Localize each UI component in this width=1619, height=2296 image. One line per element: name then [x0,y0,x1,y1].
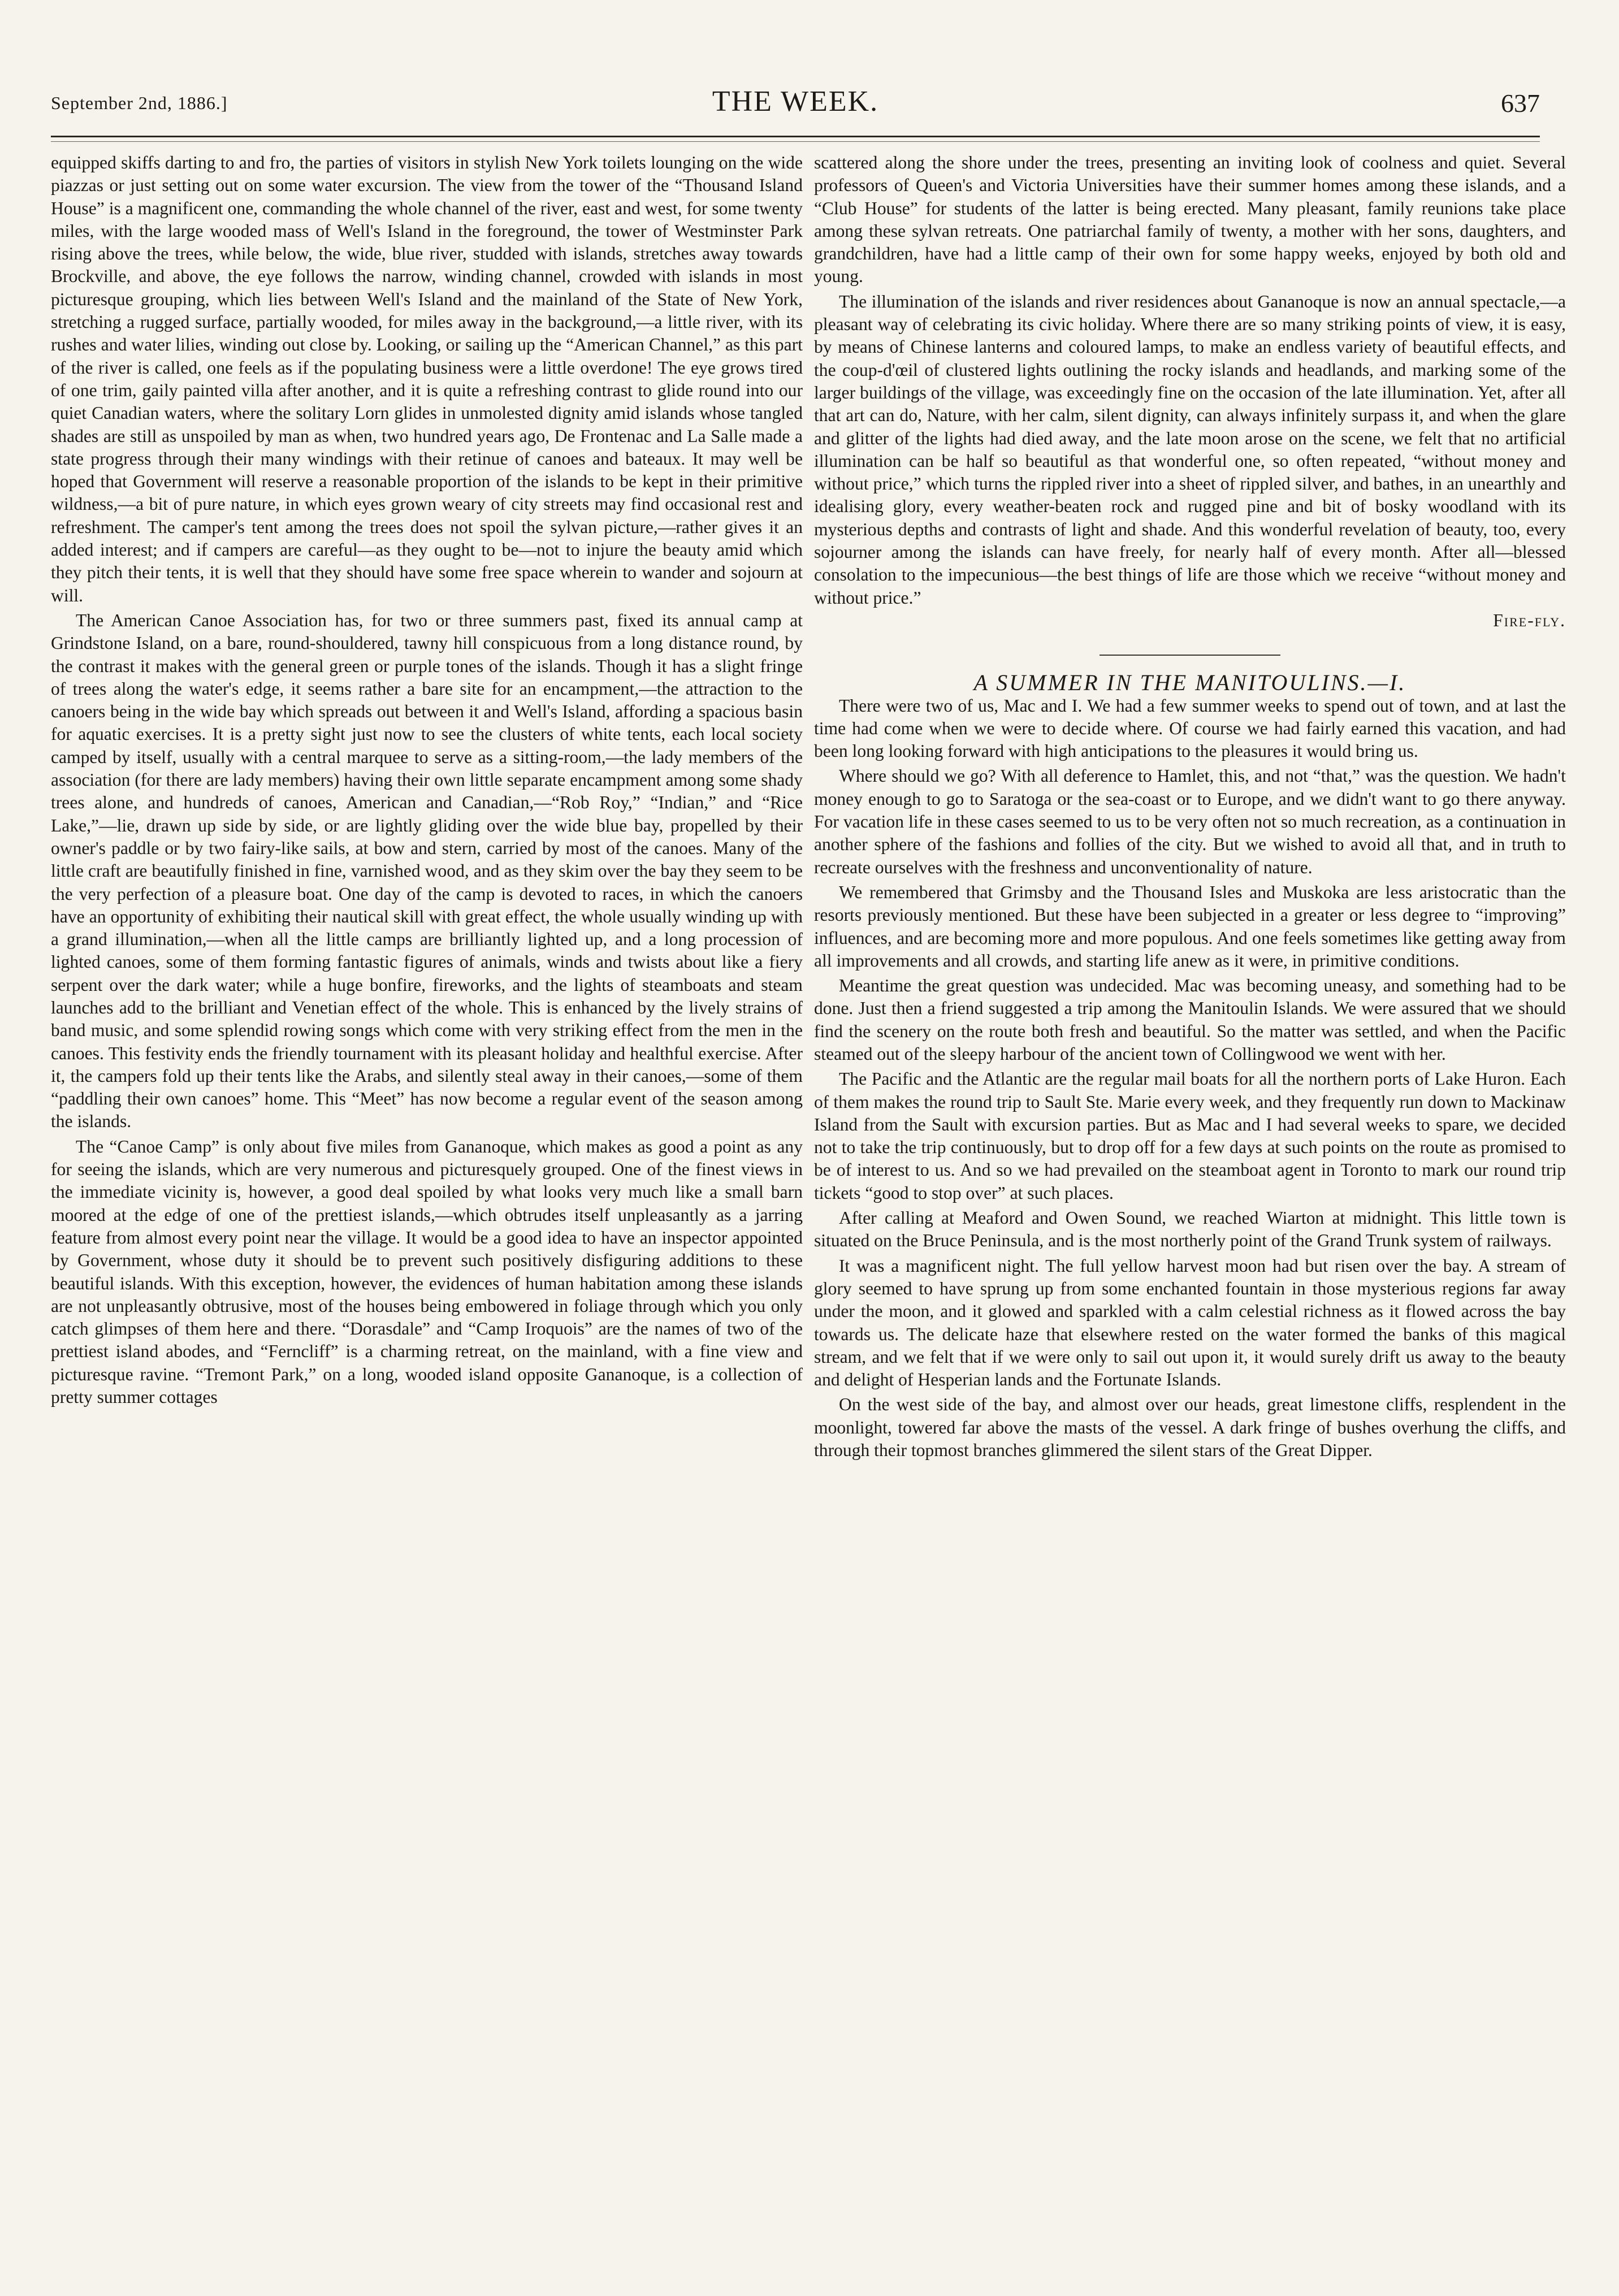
article-paragraph: It was a magnificent night. The full yellow harvest moon had but risen over the bay. A stream of glory seemed to have sprung up from some enchanted fountain in those mysterious regions far away under the moon, and it glowed and sparkled with a calm celestial richness as it flowed across the bay towards us. The delicate haze that elsewhere rested on the water formed the banks of this magical stream, and we felt that if we were only to sail out upon it, it would surely drift us away to the beauty and delight of Hesperian lands and the Fortunate Islands. [814,1255,1566,1390]
page-header [51,85,1540,130]
left-column [51,151,803,1409]
author-signature: Fire-fly. [1493,610,1566,630]
article-paragraph: We remembered that Grimsby and the Thousand Isles and Muskoka are less aristocratic than the resorts previously mentioned. But these have been subjected in a greater or less degree to “improving” influences, and are becoming more and more populous. And one feels sometimes like getting away from all improvements and all crowds, and starting life anew as it were, in primitive conditions. [814,882,1566,971]
issue-date: September 2nd, 1886.] [51,93,228,113]
section-title: A SUMMER IN THE MANITOULINS.—I. [973,670,1406,696]
article-paragraph: The “Canoe Camp” is only about five miles from Gananoque, which makes as good a point as any for seeing the islands, which are very numerous and picturesquely grouped. One of the finest views in the immediate vicinity is, however, a good deal spoiled by what looks very much like a small barn moored at the edge of one of the prettiest islands,—which obtrudes itself unpleasantly as a jarring feature from almost every point near the village. It would be a good idea to have an inspector appointed by Government, whose duty it should be to prevent such positively disfiguring additions to these beautiful islands. With this exception, however, the evidences of human habitation among these islands are not unpleasantly obtrusive, most of the houses being embowered in foliage through which you only catch glimpses of them here and there. “Dorasdale” and “Camp Iroquois” are the names of two of the prettiest island abodes, and “Ferncliff” is a charming retreat, on the mainland, with a fine view and picturesque ravine. “Tremont Park,” on a long, wooded island opposite Gananoque, is a collection of pretty summer cottages [51,1136,803,1407]
page-number: 637 [1501,89,1540,118]
article-paragraph: Meantime the great question was undecided. Mac was becoming uneasy, and something had to be done. Just then a friend suggested a trip among the Manitoulin Islands. We were assured that we should find the scenery on the route both fresh and beautiful. So the matter was settled, and when the Pacific steamed out of the sleepy harbour of the ancient town of Collingwood we went with her. [814,976,1566,1064]
article-paragraph: On the west side of the bay, and almost over our heads, great limestone cliffs, resplendent in the moonlight, towered far above the masts of the vessel. A dark fringe of bushes overhung the cliffs, and through their topmost branches glimmered the silent stars of the Great Dipper. [814,1394,1566,1461]
publication-title: THE WEEK. [712,85,879,118]
article-paragraph: The Pacific and the Atlantic are the regular mail boats for all the northern ports of Lake Huron. Each of them makes the round trip to Sault Ste. Marie every week, and they frequently run down to Mackinaw Island from the Sault with excursion parties. But as Mac and I had several weeks to spare, we decided not to take the trip continuously, but to drop off for a few days at such points on the route as promised to be of interest to us. And so we had prevailed on the steamboat agent in Toronto to mark our round trip tickets “good to stop over” at such places. [814,1069,1566,1203]
article-paragraph: scattered along the shore under the trees, presenting an inviting look of coolness and quiet. Several professors of Queen's and Victoria Universities have their summer homes among these islands, and a “Club House” for students of the latter is being erected. Many pleasant, family reunions take place among these sylvan retreats. One patriarchal family of twenty, a mother with her sons, daughters, and grandchildren, have had a little camp of their own for some happy weeks, enjoyed by both old and young. [814,153,1566,287]
article-paragraph: The illumination of the islands and river residences about Gananoque is now an annual spectacle,—a pleasant way of celebrating its civic holiday. Where there are so many striking points of view, it is easy, by means of Chinese lanterns and coloured lamps, to make an endless variety of beautiful effects, and the coup-d'œil of clustered lights outlining the rocky islands and headlands, and marking some of the larger buildings of the village, was exceedingly fine on the occasion of the late illumination. Yet, after all that art can do, Nature, with her calm, silent dignity, can always infinitely surpass it, and when the glare and glitter of the lights had died away, and the late moon arose on the scene, we felt that no artificial illumination can be half so beautiful as that wonderful one, so often repeated, “without money and without price,” which turns the rippled river into a sheet of rippled silver, and bathes, in an unearthly and idealising glory, every weather-beaten rock and rugged pine and bit of bosky woodland with its mysterious depths and contrasts of light and shade. And this wonderful revelation of beauty, too, every sojourner among the islands can have freely, for nearly half of every month. After all—blessed consolation to the impecunious—the best things of life are those which we receive “without money and without price.” [814,291,1566,608]
header-rule [51,136,1540,137]
article-paragraph: There were two of us, Mac and I. We had a few summer weeks to spend out of town, and at last the time had come when we were to decide where. Of course we had fairly earned this vacation, and had been long looking forward with high anticipations to the pleasures it would bring us. [814,695,1566,761]
article-paragraph: After calling at Meaford and Owen Sound, we reached Wiarton at midnight. This little town is situated on the Bruce Peninsula, and is the most northerly point of the Grand Trunk system of railways. [814,1208,1566,1251]
header-rule-thin [51,141,1540,142]
article-paragraph: Where should we go? With all deference to Hamlet, this, and not “that,” was the question. We hadn't money enough to go to Saratoga or the sea-coast or to Europe, and we didn't want to go there anyway. For vacation life in these cases seemed to us to be very often not so much recreation, as a continuation in another sphere of the fashions and follies of the city. But we wished to avoid all that, and in truth to recreate ourselves with the freshness and unconventionality of nature. [814,766,1566,877]
section-divider [1099,655,1280,656]
right-column [814,151,1566,1462]
article-paragraph: The American Canoe Association has, for two or three summers past, fixed its annual camp at Grindstone Island, on a bare, round-shouldered, tawny hill conspicuous from a long distance round, by the contrast it makes with the general green or purple tones of the islands. Though it has a slight fringe of trees along the water's edge, it seems rather a bare site for an encampment,—the attraction to the canoers being in the wide bay which spreads out between it and Well's Island, affording a spacious basin for aquatic exercises. It is a pretty sight just now to see the clusters of white tents, each local society camped by itself, usually with a central marquee to serve as a sitting-room,—the lady members of the association (for there are lady members) having their own little separate encampment among some shady trees alone, and hundreds of canoes, American and Canadian,—“Rob Roy,” “Indian,” and “Rice Lake,”—lie, drawn up side by side, or are lightly gliding over the wide blue bay, propelled by their owner's paddle or by two fairy-like sails, at bow and stern, carried by most of the canoes. Many of the little craft are beautifully finished in fine, varnished wood, and as they skim over the bay they seem to be the very perfection of a pleasure boat. One day of the camp is devoted to races, in which the canoers have an opportunity of exhibiting their nautical skill with great effect, the whole usually winding up with a grand illumination,—when all the little camps are brilliantly lighted up, and a long procession of lighted canoes, some of them forming fantastic figures of animals, winds and twists about like a fiery serpent over the dark water; while a huge bonfire, fireworks, and the lights of steamboats and steam launches add to the brilliant and Venetian effect of the whole. This is enhanced by the lively strains of band music, and some splendid rowing songs which come with very striking effect from the men in the canoes. This festivity ends the friendly tournament with its pleasant holiday and healthful exercise. After it, the campers fold up their tents like the Arabs, and silently steal away in their canoes,—some of them “paddling their own canoes” home. This “Meet” has now become a regular event of the season among the islands. [51,610,803,1132]
article-paragraph: equipped skiffs darting to and fro, the parties of visitors in stylish New York toilets lounging on the wide piazzas or just setting out on some water excursion. The view from the tower of the “Thousand Island House” is a magnificent one, commanding the whole channel of the river, east and west, for some twenty miles, with the large wooded mass of Well's Island in the foreground, the tower of Westminster Park rising above the trees, while below, the wide, blue river, studded with islands, stretches away towards Brockville, and above, the eye follows the narrow, winding channel, crowded with islands in most picturesque grouping, which lies between Well's Island and the mainland of the State of New York, stretching a rugged surface, partially wooded, for miles away in the background,—a little river, with its rushes and water lilies, winding out close by. Looking, or sailing up the “American Channel,” as this part of the river is called, one feels as if the populating business were a little overdone! The eye grows tired of one trim, gaily painted villa after another, and it is quite a refreshing contrast to glide round into our quiet Canadian waters, where the solitary Lorn glides in unmolested dignity amid islands whose tangled shades are still as unspoiled by man as when, two hundred years ago, De Frontenac and La Salle made a state progress through their many windings with their retinue of canoes and bateaux. It may well be hoped that Government will reserve a reasonable proportion of the islands to be kept in their primitive wildness,—a bit of pure nature, in which eyes grown weary of city streets may find occasional rest and refreshment. The camper's tent among the trees does not spoil the sylvan picture,—rather gives it an added interest; and if campers are careful—as they ought to be—not to injure the beauty amid which they pitch their tents, it is well that they should have some free space wherein to wander and sojourn at will. [51,153,803,605]
